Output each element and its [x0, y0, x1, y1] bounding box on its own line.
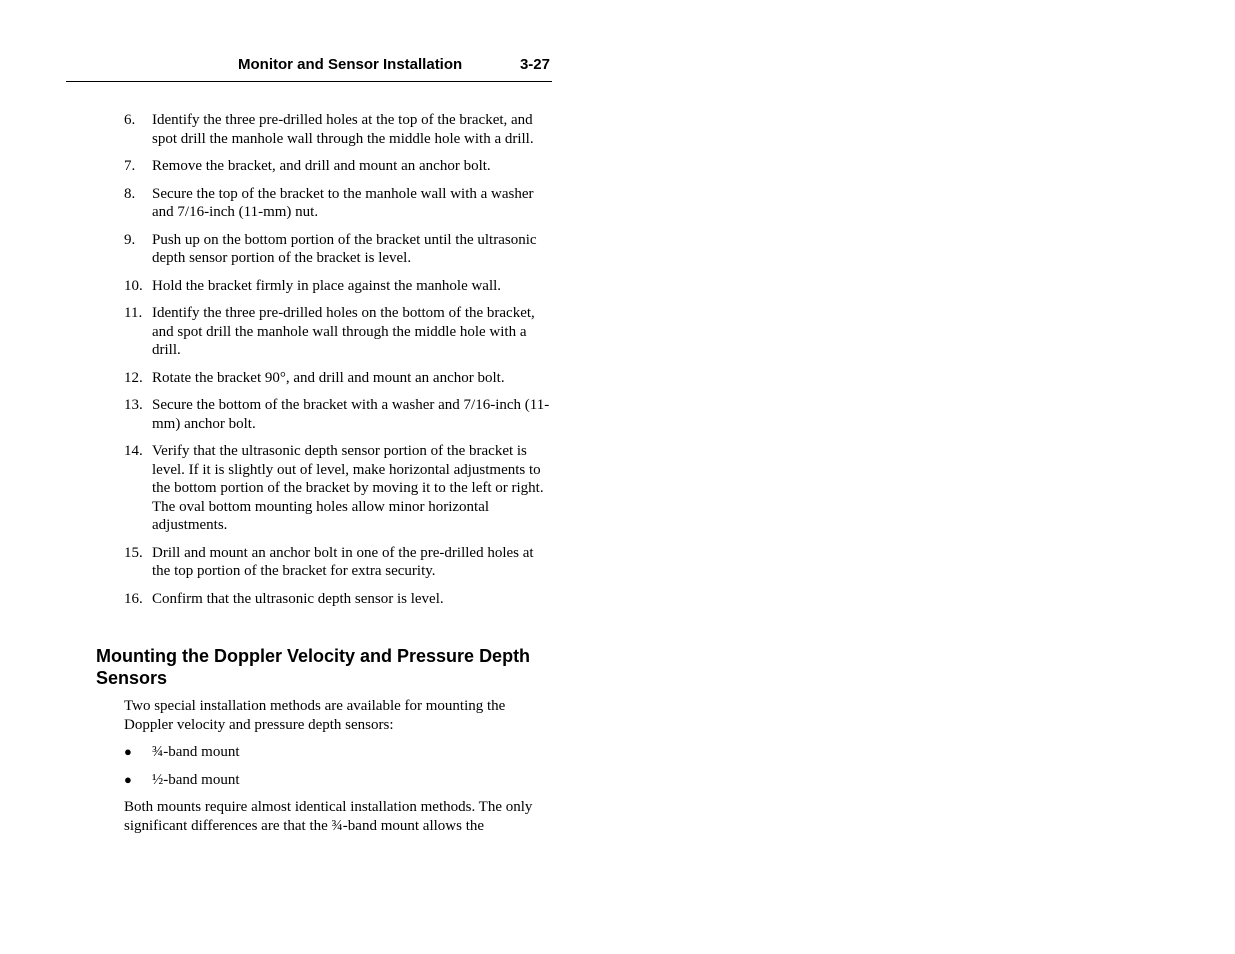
list-item: [124, 231, 554, 268]
step-number: 15.: [124, 544, 143, 561]
list-item: [124, 442, 554, 535]
step-number: 14.: [124, 443, 143, 459]
list-item: [124, 590, 554, 609]
step-text: Drill and mount an anchor bolt in one of the pre-drilled holes at the top portion of the bracket for extra security.: [152, 544, 534, 579]
header-title: Monitor and Sensor Installation: [238, 56, 463, 73]
bullet-text: ½-band mount: [152, 771, 240, 788]
page-number: 3-27: [519, 56, 550, 73]
page-header: [66, 54, 552, 82]
step-text: Secure the bottom of the bracket with a washer and 7/16-inch (11-mm) anchor bolt.: [152, 397, 550, 432]
step-text: Identify the three pre-drilled holes at the top of the bracket, and spot drill the manhole wall through the middle hole with a drill.: [152, 112, 534, 147]
step-number: 7.: [124, 158, 136, 174]
step-number: 9.: [124, 231, 136, 248]
step-text: Rotate the bracket 90°, and drill and mount an anchor bolt.: [152, 369, 505, 386]
bullet-text: ¾-band mount: [152, 744, 240, 760]
list-item: [124, 771, 544, 790]
section-heading: Mounting the Doppler Velocity and Pressure Depth Sensors: [96, 646, 531, 688]
step-text: Hold the bracket firmly in place against the manhole wall.: [152, 277, 502, 294]
step-number: 8.: [124, 185, 136, 202]
list-item: [124, 111, 554, 148]
bullet-icon: ●: [124, 771, 132, 787]
step-text: Push up on the bottom portion of the bracket until the ultrasonic depth sensor portion of the bracket is level.: [152, 231, 537, 266]
section-body: [124, 697, 544, 844]
step-text: Secure the top of the bracket to the manhole wall with a washer and 7/16-inch (11-mm) nut.: [152, 185, 534, 220]
step-text: Verify that the ultrasonic depth sensor portion of the bracket is level. If it is slightly out of level, make horizontal adjustments to the bottom portion of the bracket by moving it to the left or right. The oval bottom mounting holes allow minor horizontal adjustments.: [152, 443, 544, 533]
step-number: 6.: [124, 112, 136, 128]
list-item: [124, 304, 554, 360]
mount-types-list: [124, 743, 544, 789]
list-item: [124, 544, 554, 581]
list-item: [124, 157, 554, 176]
list-item: [124, 185, 554, 222]
bullet-icon: ●: [124, 744, 132, 759]
step-number: 11.: [124, 305, 143, 321]
installation-steps-list: [124, 111, 554, 617]
step-number: 16.: [124, 590, 143, 607]
list-item: [124, 369, 554, 388]
step-text: Confirm that the ultrasonic depth sensor is level.: [152, 590, 444, 607]
list-item: [124, 277, 554, 296]
closing-paragraph: Both mounts require almost identical installation methods. The only significant differences are that the ¾-band mount allows the: [124, 799, 533, 834]
step-text: Remove the bracket, and drill and mount an anchor bolt.: [152, 158, 491, 174]
step-number: 10.: [124, 277, 143, 294]
step-number: 12.: [124, 369, 143, 386]
step-number: 13.: [124, 397, 143, 413]
list-item: [124, 743, 544, 762]
step-text: Identify the three pre-drilled holes on the bottom of the bracket, and spot drill the manhole wall through the middle hole with a drill.: [152, 305, 535, 358]
intro-paragraph: Two special installation methods are available for mounting the Doppler velocity and pressure depth sensors:: [124, 698, 506, 733]
list-item: [124, 396, 554, 433]
